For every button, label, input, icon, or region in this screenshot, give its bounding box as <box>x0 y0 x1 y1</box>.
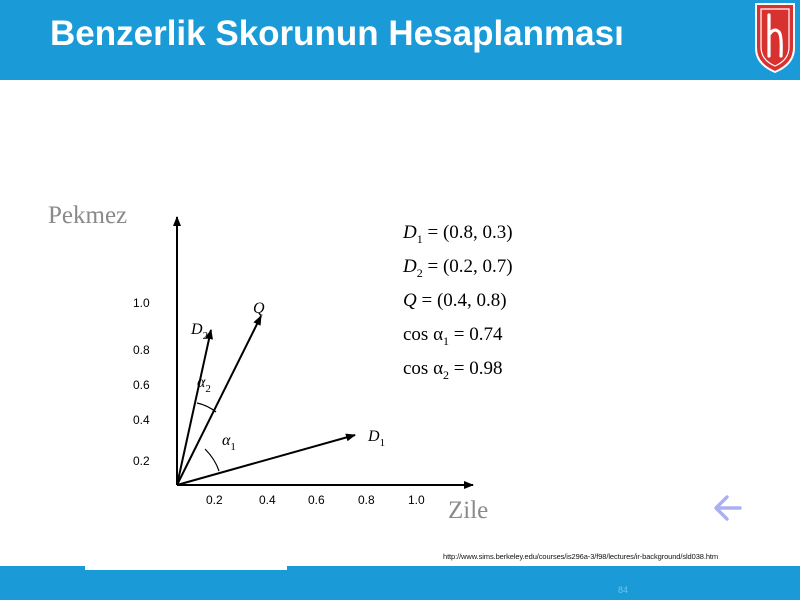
equation-cos-alpha2: $\cos \alpha_2 = 0.98$ <box>403 358 503 382</box>
x-axis-label: Zile <box>448 497 489 524</box>
y-tick-label: 0.8 <box>133 343 150 357</box>
hacettepe-h-logo-icon <box>752 2 798 74</box>
angle-alpha1-label: $\alpha_1$ <box>222 432 236 453</box>
equation-q: Q = (0.4, 0.8) <box>403 290 507 311</box>
slide-title: Benzerlik Skorunun Hesaplanması <box>50 14 624 53</box>
x-tick-label: 1.0 <box>408 493 425 507</box>
vector-d2 <box>177 330 211 485</box>
slide-footer <box>0 566 800 600</box>
x-tick-label: 0.8 <box>358 493 375 507</box>
y-tick-label: 1.0 <box>133 296 150 310</box>
angle-alpha2-label: $\alpha_2$ <box>197 374 211 395</box>
angle-alpha1-arc <box>205 449 219 471</box>
page-number: 84 <box>618 585 629 595</box>
vector-q <box>177 316 261 485</box>
y-axis-label: Pekmez <box>48 202 128 229</box>
x-tick-label: 0.2 <box>206 493 223 507</box>
footer-divider <box>85 566 287 570</box>
x-tick-label: 0.4 <box>259 493 276 507</box>
y-tick-label: 0.4 <box>133 413 150 427</box>
source-url: http://www.sims.berkeley.edu/courses/is296a-3/f98/lectures/ir-background/sld038.htm <box>443 552 719 561</box>
angle-alpha2-arc <box>197 403 216 412</box>
x-tick-label: 0.6 <box>308 493 325 507</box>
vector-d2-label: $D_2$ <box>191 321 209 342</box>
vector-space-diagram <box>125 205 575 515</box>
equation-d1: $D_1 = (0.8$, 0.3) <box>403 222 513 246</box>
back-arrow-icon[interactable] <box>710 490 746 526</box>
vector-d1-label: $D_1$ <box>368 428 386 449</box>
y-tick-label: 0.6 <box>133 378 150 392</box>
vector-d1 <box>177 435 355 485</box>
equation-d2: $D_2 = (0.2$, 0.7) <box>403 256 513 280</box>
y-tick-label: 0.2 <box>133 454 150 468</box>
equation-cos-alpha1: $\cos \alpha_1 = 0.74$ <box>403 324 503 348</box>
vector-q-label: Q <box>253 300 265 317</box>
slide-header <box>0 0 800 80</box>
